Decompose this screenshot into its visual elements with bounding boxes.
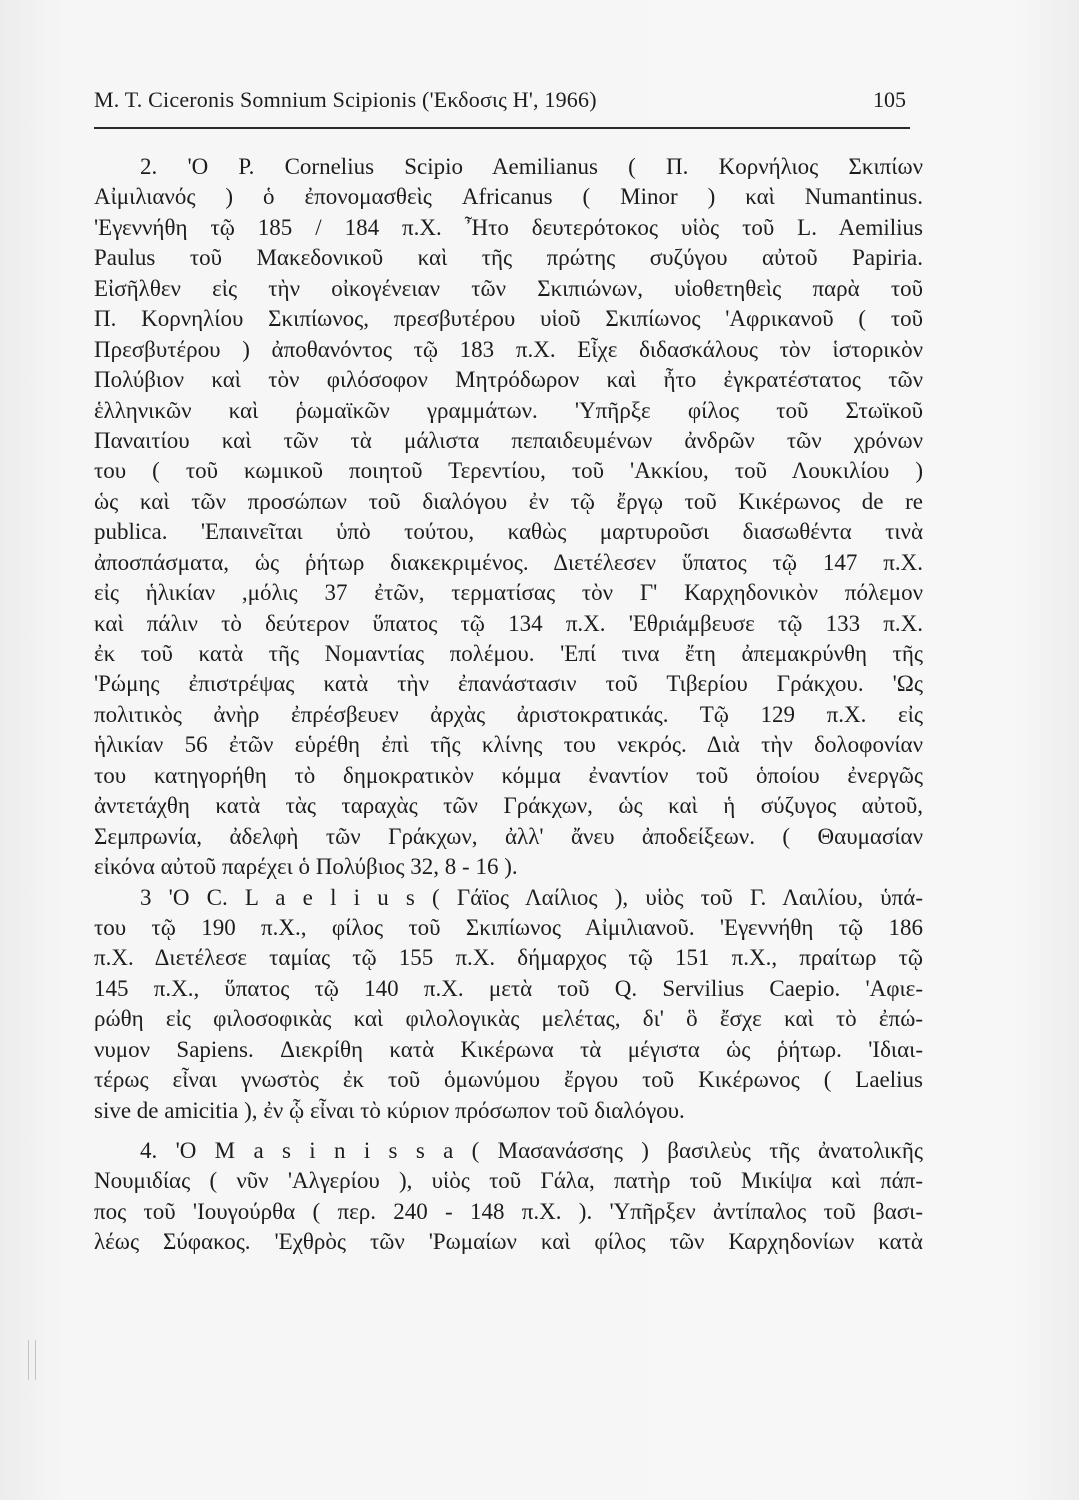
text-line: Σεμπρωνία, ἀδελφὴ τῶν Γράκχων, ἀλλ' ἄνευ ἀποδείξεων. ( Θαυμασίαν <box>94 823 923 849</box>
text-line: ἡλικίαν 56 ἐτῶν εὑρέθη ἐπὶ τῆς κλίνης του νεκρός. Διὰ τὴν δολοφονίαν <box>94 732 923 758</box>
text-line: 'Ρώμης ἐπιστρέψας κατὰ τὴν ἐπανάστασιν τοῦ Τιβερίου Γράκχου. 'Ως <box>94 671 923 697</box>
note-4-paragraph <box>94 1136 923 1258</box>
text-line: Αἰμιλιανός ) ὁ ἐπονομασθεὶς Africanus ( Minor ) καὶ Numantinus. <box>94 184 923 210</box>
binding-edge-mark <box>28 1340 36 1380</box>
text-line: 4. 'Ο M a s i n i s s a ( Μασανάσσης ) βασιλεὺς τῆς ἀνατολικῆς <box>140 1138 923 1163</box>
text-line: π.Χ. Διετέλεσε ταμίας τῷ 155 π.Χ. δήμαρχος τῷ 151 π.Χ., πραίτωρ τῷ <box>94 945 923 971</box>
text-line: Παναιτίου καὶ τῶν τὰ μάλιστα πεπαιδευμένων ἀνδρῶν τῶν χρόνων <box>94 427 923 453</box>
text-line: εἰς ἡλικίαν ,μόλις 37 ἐτῶν, τερματίσας τὸν Γ' Καρχηδονικὸν πόλεμον <box>94 580 923 606</box>
text-line: ἀντετάχθη κατὰ τὰς ταραχὰς τῶν Γράκχων, ὡς καὶ ἡ σύζυγος αὐτοῦ, <box>94 793 923 819</box>
text-line: νυμον Sapiens. Διεκρίθη κατὰ Κικέρωνα τὰ μέγιστα ὡς ῥήτωρ. 'Ιδιαι- <box>94 1036 923 1062</box>
text-line: ρώθη εἰς φιλοσοφικὰς καὶ φιλολογικὰς μελέτας, δι' ὃ ἔσχε καὶ τὸ ἐπώ- <box>94 1006 923 1032</box>
text-line: 145 π.Χ., ὕπατος τῷ 140 π.Χ. μετὰ τοῦ Q. Servilius Caepio. 'Αφιε- <box>94 975 923 1001</box>
text-line: του κατηγορήθη τὸ δημοκρατικὸν κόμμα ἐναντίον τοῦ ὁποίου ἐνεργῶς <box>94 762 923 788</box>
body-text <box>94 152 923 1258</box>
text-line: καὶ πάλιν τὸ δεύτερον ὕπατος τῷ 134 π.Χ. 'Εθριάμβευσε τῷ 133 π.Χ. <box>94 610 923 636</box>
text-line: Πολύβιον καὶ τὸν φιλόσοφον Μητρόδωρον καὶ ἦτο ἐγκρατέστατος τῶν <box>94 367 923 393</box>
page-number: 105 <box>873 87 906 112</box>
note-2-paragraph <box>94 152 923 883</box>
text-line: πολιτικὸς ἀνὴρ ἐπρέσβευεν ἀρχὰς ἀριστοκρατικάς. Τῷ 129 π.Χ. εἰς <box>94 701 923 727</box>
text-line: Π. Κορνηλίου Σκιπίωνος, πρεσβυτέρου υἱοῦ Σκιπίωνος 'Αφρικανοῦ ( τοῦ <box>94 306 923 332</box>
text-line: πος τοῦ 'Ιουγούρθα ( περ. 240 - 148 π.Χ. ). 'Υπῆρξεν ἀντίπαλος τοῦ βασι- <box>94 1198 923 1224</box>
running-header <box>94 87 910 129</box>
text-line: του ( τοῦ κωμικοῦ ποιητοῦ Τερεντίου, τοῦ 'Ακκίου, τοῦ Λουκιλίου ) <box>94 458 923 484</box>
text-line: ἑλληνικῶν καὶ ῥωμαϊκῶν γραμμάτων. 'Υπῆρξε φίλος τοῦ Στωϊκοῦ <box>94 397 923 423</box>
text-line: sive de amicitia ), ἐν ᾧ εἶναι τὸ κύριον πρόσωπον τοῦ διαλόγου. <box>94 1097 685 1123</box>
text-line: Νουμιδίας ( νῦν 'Αλγερίου ), υἱὸς τοῦ Γάλα, πατὴρ τοῦ Μικίψα καὶ πάπ- <box>94 1168 923 1194</box>
text-line: Paulus τοῦ Μακεδονικοῦ καὶ τῆς πρώτης συζύγου αὐτοῦ Papiria. <box>94 245 923 271</box>
header-title: M. T. Ciceronis Somnium Scipionis ('Εκδοσις Η', 1966) <box>94 87 597 112</box>
text-line: Εἰσῆλθεν εἰς τὴν οἰκογένειαν τῶν Σκιπιώνων, υἱοθετηθεὶς παρὰ τοῦ <box>94 275 923 301</box>
text-line: 2. 'Ο P. Cornelius Scipio Aemilianus ( Π. Κορνήλιος Σκιπίων <box>140 154 923 179</box>
text-line: 'Εγεννήθη τῷ 185 / 184 π.Χ. Ἦτο δευτερότοκος υἱὸς τοῦ L. Aemilius <box>94 214 923 240</box>
note-3-paragraph <box>94 883 923 1127</box>
text-line: ἀποσπάσματα, ὡς ῥήτωρ διακεκριμένος. Διετέλεσεν ὕπατος τῷ 147 π.Χ. <box>94 549 923 575</box>
text-line: τέρως εἶναι γνωστὸς ἐκ τοῦ ὁμωνύμου ἔργου τοῦ Κικέρωνος ( Laelius <box>94 1067 923 1093</box>
text-line: publica. 'Επαινεῖται ὑπὸ τούτου, καθὼς μαρτυροῦσι διασωθέντα τινὰ <box>94 519 923 545</box>
text-line: ὡς καὶ τῶν προσώπων τοῦ διαλόγου ἐν τῷ ἔργῳ τοῦ Κικέρωνος de re <box>94 488 923 514</box>
text-line: Πρεσβυτέρου ) ἀποθανόντος τῷ 183 π.Χ. Εἶχε διδασκάλους τὸν ἱστορικὸν <box>94 336 923 362</box>
text-line: του τῷ 190 π.Χ., φίλος τοῦ Σκιπίωνος Αἰμιλιανοῦ. 'Εγεννήθη τῷ 186 <box>94 914 923 940</box>
text-line: λέως Σύφακος. 'Εχθρὸς τῶν 'Ρωμαίων καὶ φίλος τῶν Καρχηδονίων κατὰ <box>94 1229 923 1255</box>
text-line: ἐκ τοῦ κατὰ τῆς Νομαντίας πολέμου. 'Επί τινα ἔτη ἀπεμακρύνθη τῆς <box>94 641 923 666</box>
text-line: 3 'Ο C. L a e l i u s ( Γάϊος Λαίλιος ), υἱὸς τοῦ Γ. Λαιλίου, ὑπά- <box>140 884 923 910</box>
text-line: εἰκόνα αὐτοῦ παρέχει ὁ Πολύβιος 32, 8 - 16 ). <box>94 854 518 880</box>
